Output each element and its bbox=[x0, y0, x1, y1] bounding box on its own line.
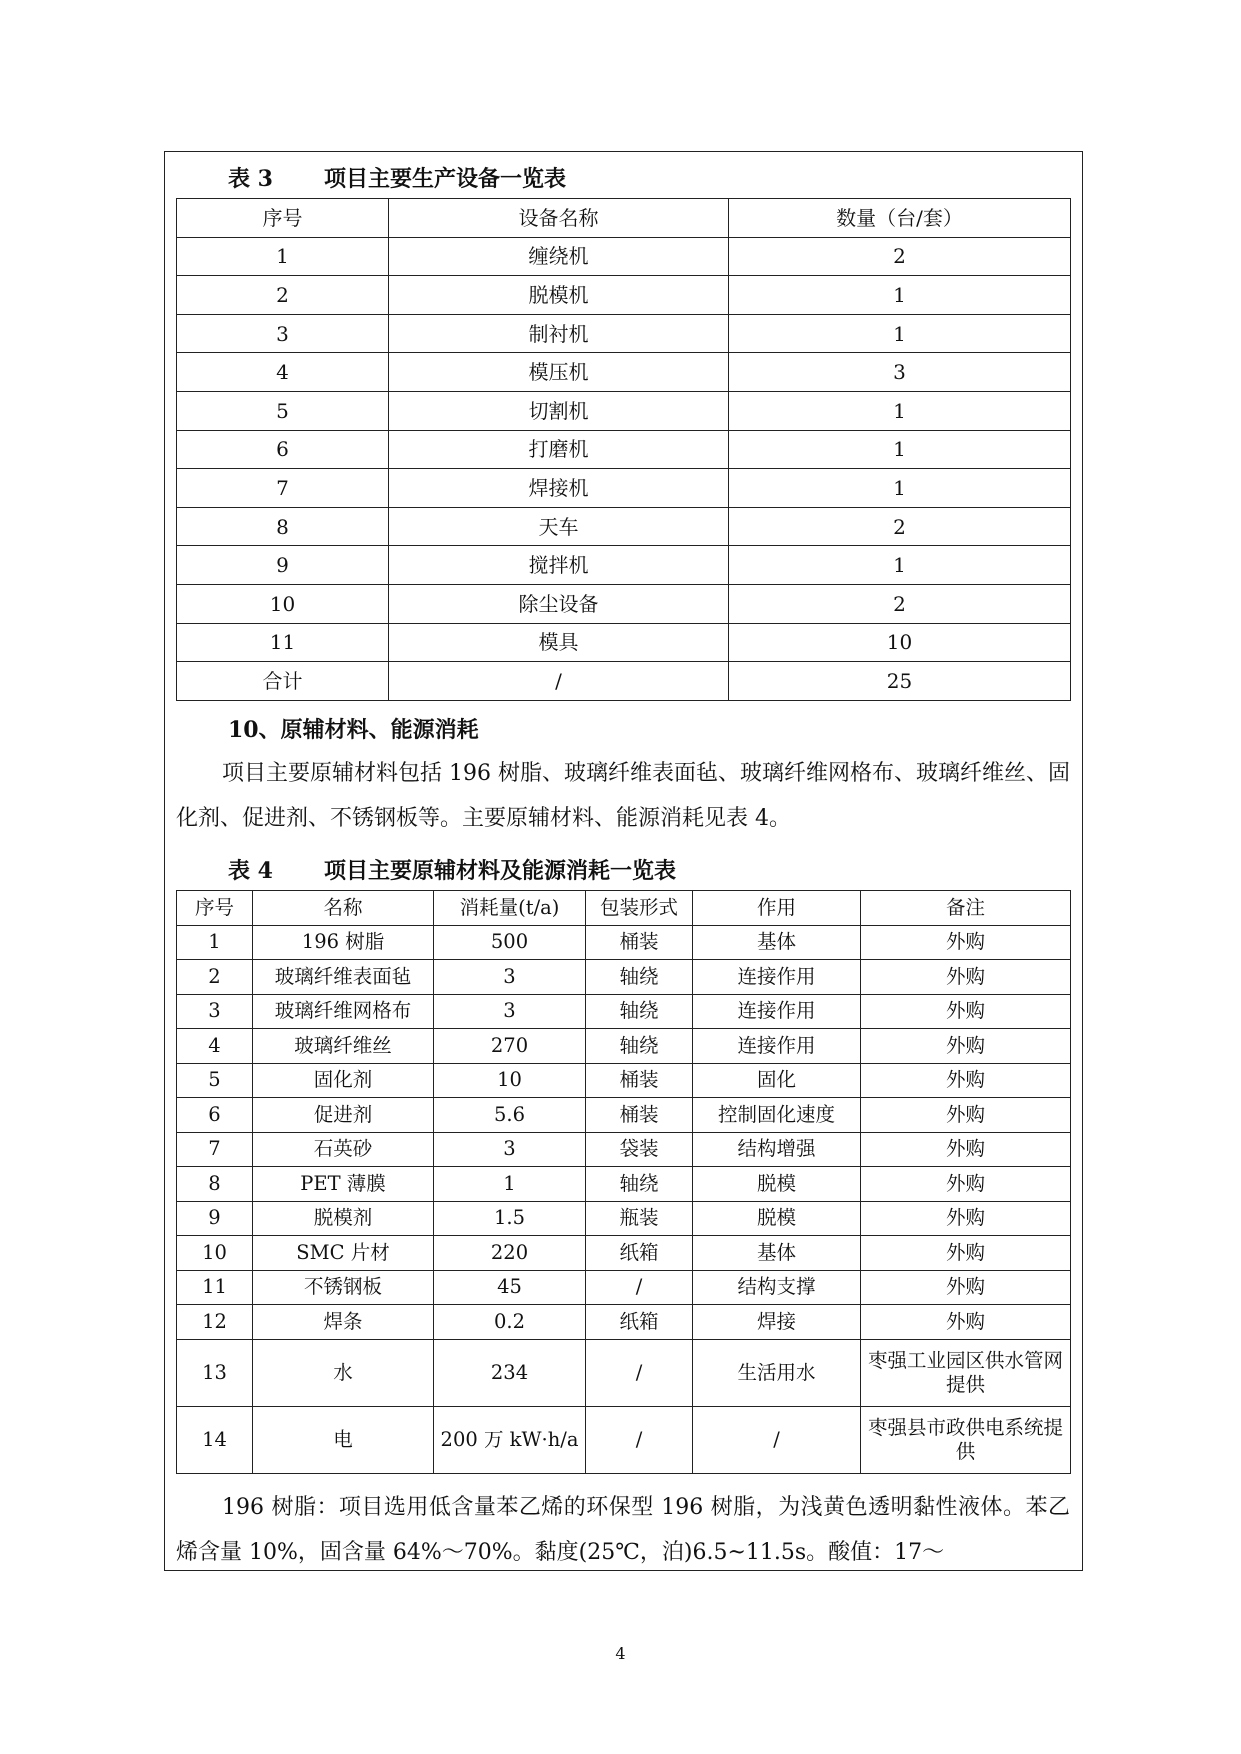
table-cell: 轴绕 bbox=[586, 994, 693, 1029]
table-cell: 196 树脂 bbox=[253, 925, 434, 960]
table-header-row bbox=[177, 199, 1071, 238]
table-cell: 轴绕 bbox=[586, 1029, 693, 1064]
table-cell: 外购 bbox=[861, 994, 1071, 1029]
table-cell: 3 bbox=[729, 353, 1071, 392]
table-cell: 6 bbox=[177, 1098, 253, 1133]
table-row bbox=[177, 546, 1071, 585]
table-cell: 外购 bbox=[861, 1201, 1071, 1236]
table-row bbox=[177, 469, 1071, 508]
table-cell: 6 bbox=[177, 430, 389, 469]
table-cell: 脱模 bbox=[693, 1201, 861, 1236]
table-cell: 控制固化速度 bbox=[693, 1098, 861, 1133]
table-header-cell: 序号 bbox=[177, 199, 389, 238]
table-cell: 外购 bbox=[861, 1098, 1071, 1133]
table-cell: 45 bbox=[434, 1270, 586, 1305]
table-cell: 1 bbox=[177, 925, 253, 960]
table-cell: 外购 bbox=[861, 1029, 1071, 1064]
table-cell: 焊接机 bbox=[389, 469, 729, 508]
table-header-cell: 包装形式 bbox=[586, 891, 693, 926]
table-cell: / bbox=[693, 1406, 861, 1473]
materials-table bbox=[176, 890, 1071, 1474]
table4-caption-number: 表 4 bbox=[228, 858, 273, 884]
table-cell: 9 bbox=[177, 546, 389, 585]
table-header-cell: 作用 bbox=[693, 891, 861, 926]
table-cell: 脱模剂 bbox=[253, 1201, 434, 1236]
table-cell: 外购 bbox=[861, 1236, 1071, 1271]
table-row bbox=[177, 623, 1071, 662]
table-cell: 11 bbox=[177, 1270, 253, 1305]
resin-paragraph-text: 196 树脂：项目选用低含量苯乙烯的环保型 196 树脂，为浅黄色透明黏性液体。苯乙烯含量 10%，固含量 64%～70%。黏度(25℃，泊)6.5~11.5s。酸值：17～ bbox=[176, 1495, 1070, 1565]
table-cell: 缠绕机 bbox=[389, 237, 729, 276]
table-cell: 连接作用 bbox=[693, 1029, 861, 1064]
table-cell: 搅拌机 bbox=[389, 546, 729, 585]
table-cell: 25 bbox=[729, 662, 1071, 701]
table-cell: 打磨机 bbox=[389, 430, 729, 469]
table-row bbox=[177, 391, 1071, 430]
resin-paragraph bbox=[176, 1485, 1070, 1575]
table3-caption-title: 项目主要生产设备一览表 bbox=[324, 166, 567, 192]
table-row bbox=[177, 353, 1071, 392]
table-cell: 脱模 bbox=[693, 1167, 861, 1202]
table-row bbox=[177, 584, 1071, 623]
table-cell: 0.2 bbox=[434, 1305, 586, 1340]
table-cell: 14 bbox=[177, 1406, 253, 1473]
table-cell: 固化剂 bbox=[253, 1063, 434, 1098]
table-cell: 1 bbox=[729, 314, 1071, 353]
table-cell: 玻璃纤维丝 bbox=[253, 1029, 434, 1064]
table-row bbox=[177, 960, 1071, 995]
table-cell: 脱模机 bbox=[389, 276, 729, 315]
table-cell: 1 bbox=[729, 430, 1071, 469]
table-cell: 7 bbox=[177, 1132, 253, 1167]
table-cell: 5 bbox=[177, 1063, 253, 1098]
table-cell: 10 bbox=[177, 1236, 253, 1271]
table-cell: 外购 bbox=[861, 1270, 1071, 1305]
table-cell: 桶装 bbox=[586, 1098, 693, 1133]
table-cell: 促进剂 bbox=[253, 1098, 434, 1133]
table-cell: 焊条 bbox=[253, 1305, 434, 1340]
materials-paragraph bbox=[176, 751, 1070, 841]
table-cell: 1 bbox=[729, 276, 1071, 315]
section-heading: 10、原辅材料、能源消耗 bbox=[228, 717, 479, 743]
table-cell: 焊接 bbox=[693, 1305, 861, 1340]
table-cell: 轴绕 bbox=[586, 960, 693, 995]
table-row bbox=[177, 1270, 1071, 1305]
table-cell: 玻璃纤维表面毡 bbox=[253, 960, 434, 995]
table4-caption bbox=[228, 858, 676, 884]
table-cell: 枣强县市政供电系统提供 bbox=[861, 1406, 1071, 1473]
table-cell: 固化 bbox=[693, 1063, 861, 1098]
table-cell: 连接作用 bbox=[693, 960, 861, 995]
table-cell: 瓶装 bbox=[586, 1201, 693, 1236]
table-cell: PET 薄膜 bbox=[253, 1167, 434, 1202]
table-header-cell: 序号 bbox=[177, 891, 253, 926]
table-cell: 10 bbox=[434, 1063, 586, 1098]
table-cell: / bbox=[586, 1270, 693, 1305]
table-row bbox=[177, 1236, 1071, 1271]
table-cell: 11 bbox=[177, 623, 389, 662]
table-cell: 外购 bbox=[861, 925, 1071, 960]
table-row bbox=[177, 237, 1071, 276]
table-row bbox=[177, 430, 1071, 469]
table-row bbox=[177, 662, 1071, 701]
table-header-cell: 数量（台/套） bbox=[729, 199, 1071, 238]
table-row bbox=[177, 1132, 1071, 1167]
table-cell: 10 bbox=[177, 584, 389, 623]
table-cell: 270 bbox=[434, 1029, 586, 1064]
table-cell: 切割机 bbox=[389, 391, 729, 430]
table-cell: 500 bbox=[434, 925, 586, 960]
table-cell: 3 bbox=[434, 994, 586, 1029]
table-row bbox=[177, 1339, 1071, 1406]
table-cell: / bbox=[586, 1406, 693, 1473]
table-row bbox=[177, 1305, 1071, 1340]
table-header-cell: 设备名称 bbox=[389, 199, 729, 238]
table-row bbox=[177, 1406, 1071, 1473]
table-cell: 12 bbox=[177, 1305, 253, 1340]
table-cell: 外购 bbox=[861, 960, 1071, 995]
table-cell: 轴绕 bbox=[586, 1167, 693, 1202]
table-cell: 3 bbox=[177, 994, 253, 1029]
table-cell: 纸箱 bbox=[586, 1236, 693, 1271]
table-cell: 外购 bbox=[861, 1305, 1071, 1340]
table-cell: 5.6 bbox=[434, 1098, 586, 1133]
table-cell: 4 bbox=[177, 1029, 253, 1064]
table-cell: 石英砂 bbox=[253, 1132, 434, 1167]
table-row bbox=[177, 1098, 1071, 1133]
table-row bbox=[177, 1167, 1071, 1202]
page-number: 4 bbox=[615, 1644, 626, 1663]
table-cell: 枣强工业园区供水管网提供 bbox=[861, 1339, 1071, 1406]
table-cell: 结构增强 bbox=[693, 1132, 861, 1167]
table-cell: 1 bbox=[729, 469, 1071, 508]
equipment-table bbox=[176, 198, 1071, 701]
table-cell: 除尘设备 bbox=[389, 584, 729, 623]
table-row bbox=[177, 994, 1071, 1029]
table-cell: 袋装 bbox=[586, 1132, 693, 1167]
table-header-row bbox=[177, 891, 1071, 926]
table-cell: 8 bbox=[177, 507, 389, 546]
table-cell: 外购 bbox=[861, 1167, 1071, 1202]
table-cell: 基体 bbox=[693, 925, 861, 960]
table-cell: 水 bbox=[253, 1339, 434, 1406]
table-cell: SMC 片材 bbox=[253, 1236, 434, 1271]
table-cell: 200 万 kW·h/a bbox=[434, 1406, 586, 1473]
table-cell: 2 bbox=[177, 960, 253, 995]
table-cell: 3 bbox=[177, 314, 389, 353]
table-cell: 234 bbox=[434, 1339, 586, 1406]
table-cell: 模压机 bbox=[389, 353, 729, 392]
table-cell: 生活用水 bbox=[693, 1339, 861, 1406]
table-cell: 纸箱 bbox=[586, 1305, 693, 1340]
table-cell: 合计 bbox=[177, 662, 389, 701]
table-cell: 9 bbox=[177, 1201, 253, 1236]
table-row bbox=[177, 1201, 1071, 1236]
table-cell: 1 bbox=[434, 1167, 586, 1202]
table-cell: 4 bbox=[177, 353, 389, 392]
table-cell: 制衬机 bbox=[389, 314, 729, 353]
table-cell: 2 bbox=[177, 276, 389, 315]
table-cell: 外购 bbox=[861, 1132, 1071, 1167]
table-row bbox=[177, 1063, 1071, 1098]
table-cell: 1 bbox=[177, 237, 389, 276]
table-cell: 不锈钢板 bbox=[253, 1270, 434, 1305]
table-row bbox=[177, 507, 1071, 546]
table-cell: 1 bbox=[729, 546, 1071, 585]
table-cell: / bbox=[389, 662, 729, 701]
table-cell: 连接作用 bbox=[693, 994, 861, 1029]
table-cell: 13 bbox=[177, 1339, 253, 1406]
table-row bbox=[177, 1029, 1071, 1064]
table-cell: 1 bbox=[729, 391, 1071, 430]
table4-caption-title: 项目主要原辅材料及能源消耗一览表 bbox=[324, 858, 677, 884]
table-cell: 7 bbox=[177, 469, 389, 508]
table-cell: 天车 bbox=[389, 507, 729, 546]
table-cell: 5 bbox=[177, 391, 389, 430]
table-cell: 2 bbox=[729, 584, 1071, 623]
table-cell: 3 bbox=[434, 1132, 586, 1167]
table-cell: 8 bbox=[177, 1167, 253, 1202]
table-cell: 结构支撑 bbox=[693, 1270, 861, 1305]
table-cell: 2 bbox=[729, 237, 1071, 276]
table-cell: 桶装 bbox=[586, 925, 693, 960]
table-cell: 基体 bbox=[693, 1236, 861, 1271]
table-row bbox=[177, 925, 1071, 960]
table3-caption bbox=[228, 166, 566, 192]
table-cell: 10 bbox=[729, 623, 1071, 662]
table-cell: 玻璃纤维网格布 bbox=[253, 994, 434, 1029]
table-cell: 3 bbox=[434, 960, 586, 995]
materials-paragraph-text: 项目主要原辅材料包括 196 树脂、玻璃纤维表面毡、玻璃纤维网格布、玻璃纤维丝、固化剂、促进剂、不锈钢板等。主要原辅材料、能源消耗见表 4。 bbox=[176, 761, 1070, 831]
table3-caption-number: 表 3 bbox=[228, 166, 273, 192]
table-cell: 2 bbox=[729, 507, 1071, 546]
table-cell: 电 bbox=[253, 1406, 434, 1473]
table-cell: 模具 bbox=[389, 623, 729, 662]
table-header-cell: 消耗量(t/a) bbox=[434, 891, 586, 926]
table-cell: 桶装 bbox=[586, 1063, 693, 1098]
table-cell: 外购 bbox=[861, 1063, 1071, 1098]
table-row bbox=[177, 276, 1071, 315]
table-row bbox=[177, 314, 1071, 353]
table-header-cell: 备注 bbox=[861, 891, 1071, 926]
table-cell: / bbox=[586, 1339, 693, 1406]
table-cell: 1.5 bbox=[434, 1201, 586, 1236]
table-cell: 220 bbox=[434, 1236, 586, 1271]
table-header-cell: 名称 bbox=[253, 891, 434, 926]
